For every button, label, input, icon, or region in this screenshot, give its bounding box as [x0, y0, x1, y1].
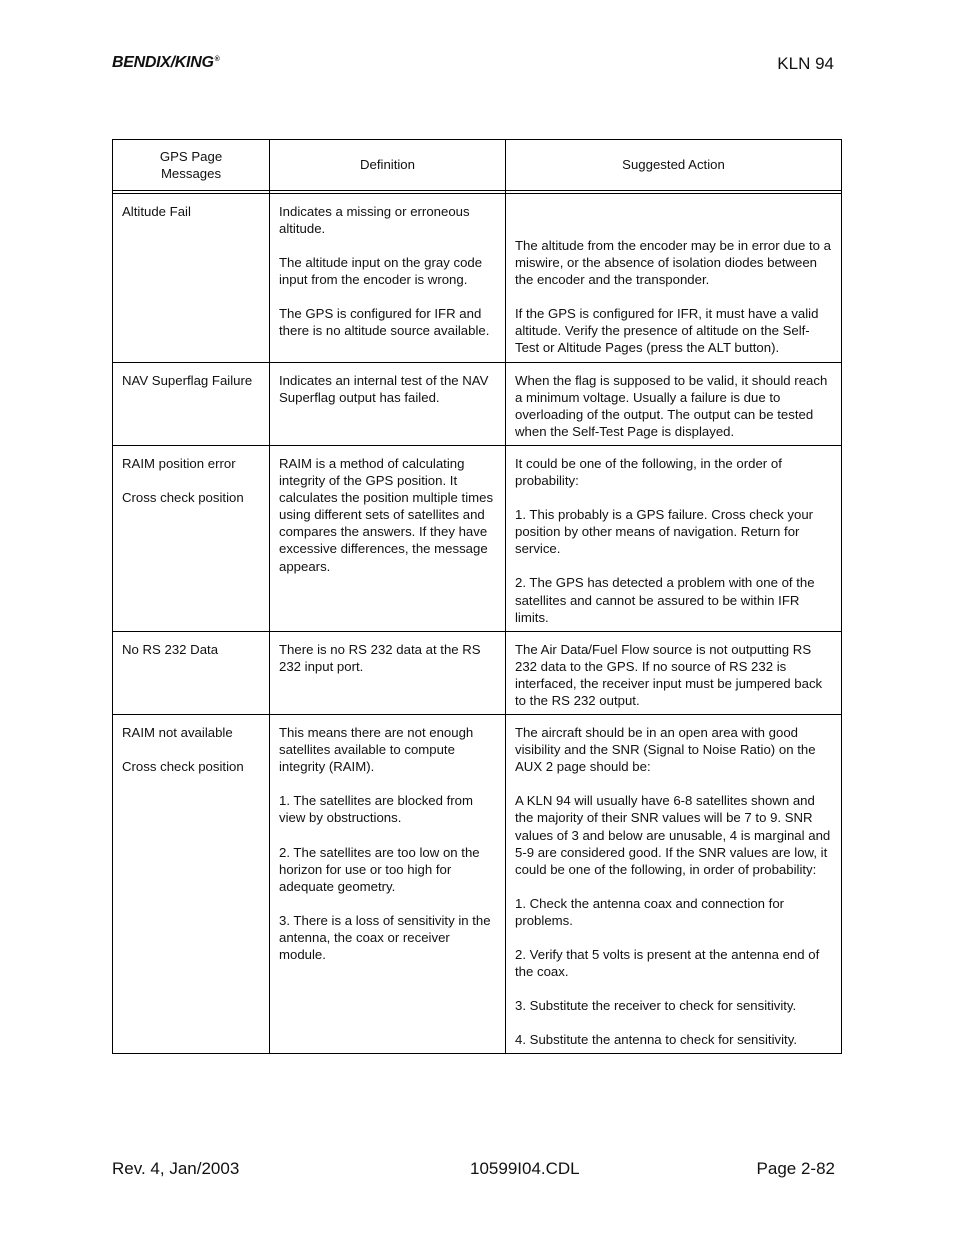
column-header-definition: Definition	[270, 140, 506, 191]
brand-name: BENDIX/KING	[112, 54, 214, 71]
message-cell	[113, 194, 270, 363]
definition-paragraph: 2. The satellites are too low on the horizon for use or too high for adequate geometry.	[279, 844, 480, 894]
model-title: KLN 94	[777, 54, 834, 73]
definition-paragraph: The GPS is configured for IFR and there is no altitude source available.	[279, 306, 490, 339]
definition-cell	[270, 631, 506, 714]
action-cell	[506, 631, 842, 714]
message-paragraph: No RS 232 Data	[122, 641, 219, 657]
definition-paragraph: 3. There is a loss of sensitivity in the antenna, the coax or receiver module.	[279, 912, 491, 962]
definition-cell	[270, 445, 506, 631]
action-paragraph: It could be one of the following, in the order of probability:	[515, 455, 782, 489]
definition-cell	[270, 362, 506, 445]
action-cell	[506, 362, 842, 445]
column-header-action: Suggested Action	[506, 140, 842, 191]
footer-revision: Rev. 4, Jan/2003	[112, 1159, 240, 1178]
message-paragraph: Cross check position	[122, 490, 244, 506]
action-cell	[506, 194, 842, 363]
definition-paragraph: This means there are not enough satellites available to compute integrity (RAIM).	[279, 725, 474, 775]
action-paragraph: A KLN 94 will usually have 6-8 satellites shown and the majority of their SNR values will be 7 to 9. SNR values of 3 and below are unusable, 4 is marginal and 5-9 are considered good. If the SNR values are low, it could be one of the following, in order of probability:	[515, 793, 831, 877]
table-header-row	[113, 140, 842, 191]
gps-messages-table	[112, 139, 842, 1054]
action-paragraph: 3. Substitute the receiver to check for sensitivity.	[515, 998, 797, 1014]
definition-paragraph: RAIM is a method of calculating integrity of the GPS position. It calculates the position multiple times using different sets of satellites and compares the answers. If they have excessive differences, the message appears.	[279, 455, 494, 574]
message-cell	[113, 445, 270, 631]
action-paragraph: If the GPS is configured for IFR, it must have a valid altitude. Verify the presence of altitude on the Self-Test or Altitude Pages (press the ALT button).	[515, 306, 819, 356]
footer-page-number: Page 2-82	[756, 1159, 835, 1178]
action-paragraph: 2. The GPS has detected a problem with one of the satellites and cannot be assured to be within IFR limits.	[515, 575, 815, 625]
action-paragraph: 2. Verify that 5 volts is present at the antenna end of the coax.	[515, 947, 820, 980]
action-paragraph: When the flag is supposed to be valid, it should reach a minimum voltage. Usually a failure is due to overloading of the output. The output can be tested when the Self-Test Page is displayed.	[515, 372, 828, 439]
message-cell	[113, 362, 270, 445]
message-paragraph: RAIM not available	[122, 725, 233, 741]
definition-cell	[270, 715, 506, 1054]
table-row	[113, 631, 842, 714]
message-cell	[113, 715, 270, 1054]
definition-cell	[270, 194, 506, 363]
message-paragraph: Cross check position	[122, 759, 244, 775]
action-paragraph	[515, 203, 833, 220]
action-cell	[506, 445, 842, 631]
message-paragraph: NAV Superflag Failure	[122, 372, 253, 388]
message-cell	[113, 631, 270, 714]
table-row	[113, 445, 842, 631]
action-cell	[506, 715, 842, 1054]
action-paragraph: 1. Check the antenna coax and connection for problems.	[515, 895, 785, 928]
column-header-messages: GPS Page Messages	[113, 140, 270, 191]
definition-paragraph: There is no RS 232 data at the RS 232 input port.	[279, 641, 481, 674]
message-paragraph: RAIM position error	[122, 455, 236, 471]
registered-mark: ®	[214, 55, 220, 63]
message-paragraph: Altitude Fail	[122, 204, 191, 219]
action-paragraph: The aircraft should be in an open area with good visibility and the SNR (Signal to Noise Ratio) on the AUX 2 page should be:	[515, 725, 816, 775]
action-paragraph: 1. This probably is a GPS failure. Cross check your position by other means of navigation. Return for service.	[515, 507, 814, 557]
definition-paragraph: Indicates an internal test of the NAV Superflag output has failed.	[279, 372, 489, 405]
table-row	[113, 362, 842, 445]
table-row	[113, 715, 842, 1054]
action-paragraph: The Air Data/Fuel Flow source is not outputting RS 232 data to the GPS. If no source of RS 232 is interfaced, the receiver input must be jumpered back to the RS 232 output.	[515, 641, 823, 708]
table-row	[113, 194, 842, 363]
definition-paragraph: Indicates a missing or erroneous altitude.	[279, 204, 470, 237]
definition-paragraph: 1. The satellites are blocked from view by obstructions.	[279, 793, 474, 826]
footer-doc-id: 10599I04.CDL	[470, 1159, 580, 1178]
action-paragraph: 4. Substitute the antenna to check for sensitivity.	[515, 1032, 797, 1048]
brand-logo	[112, 54, 219, 72]
definition-paragraph: The altitude input on the gray code input from the encoder is wrong.	[279, 255, 483, 288]
action-paragraph: The altitude from the encoder may be in error due to a miswire, or the absence of isolation diodes between the encoder and the transponder.	[515, 238, 831, 288]
